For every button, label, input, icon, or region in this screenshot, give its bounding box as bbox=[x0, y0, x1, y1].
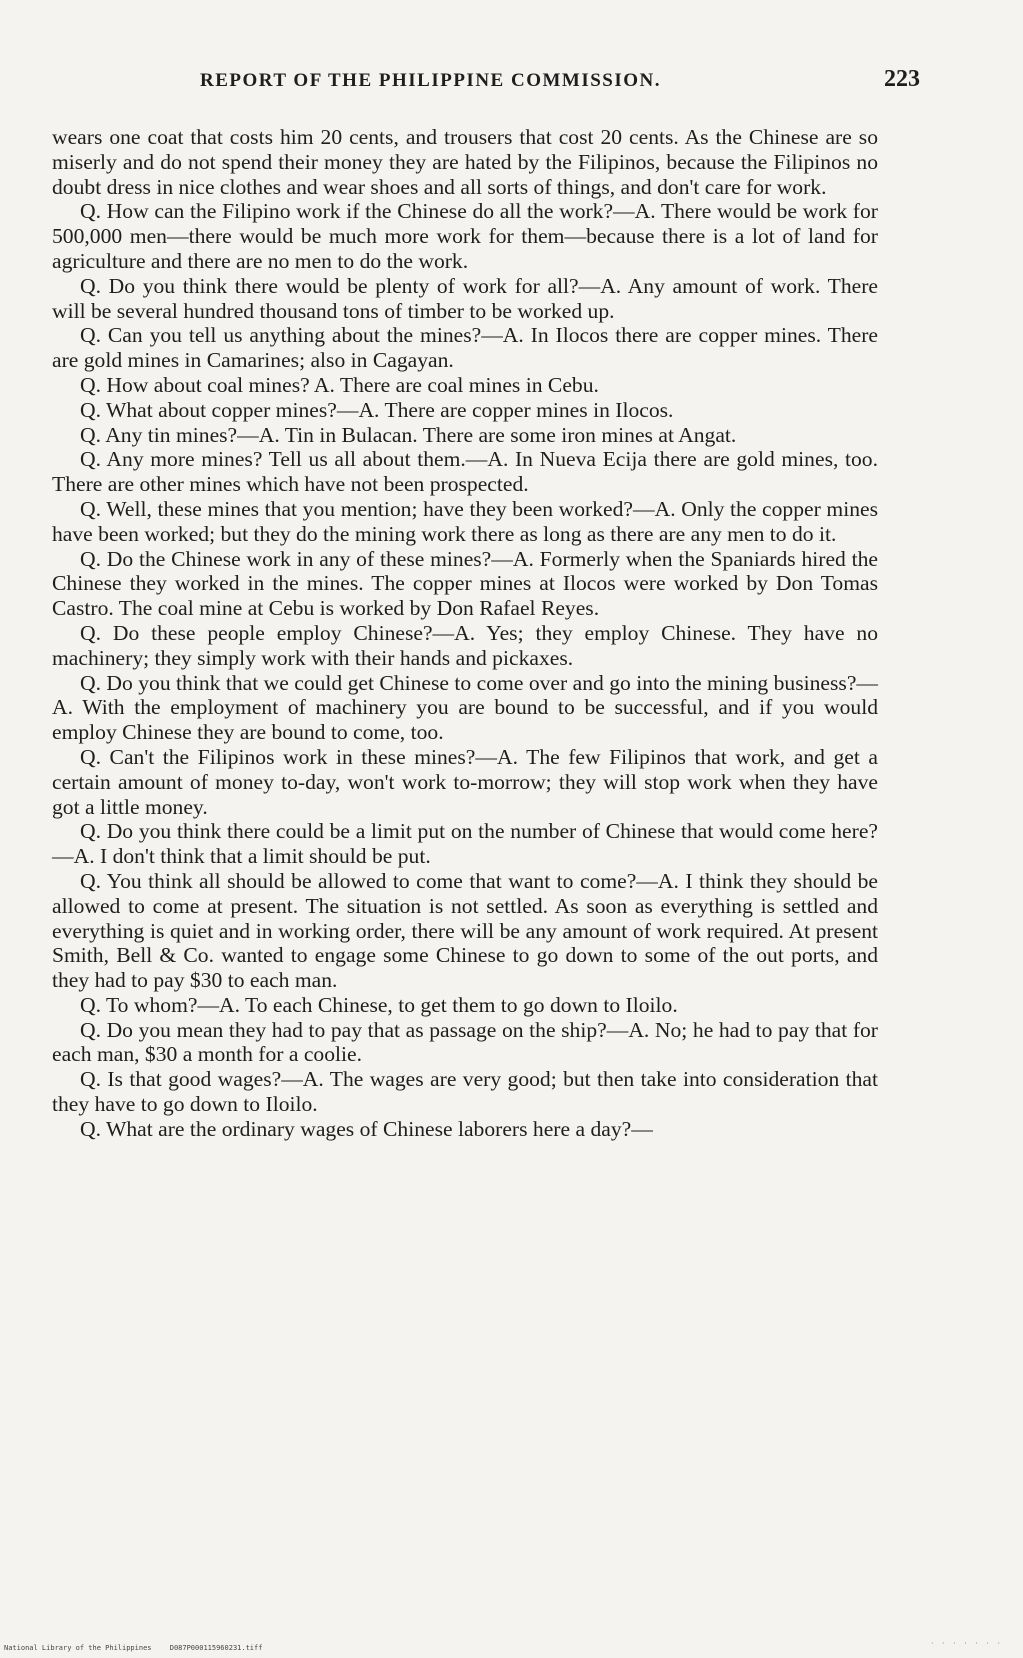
paragraph: Q. Can't the Filipinos work in these mines?—A. The few Filipinos that work, and get a certain amount of money to-day, won't work to-morrow; they will stop work when they have got a little money. bbox=[52, 744, 878, 819]
file-name: D087P000115960231.tiff bbox=[169, 1644, 263, 1652]
scan-specks: · · · · · · · bbox=[930, 1639, 1003, 1648]
body-text bbox=[52, 125, 878, 1142]
paragraph: Q. Any more mines? Tell us all about them.—A. In Nueva Ecija there are gold mines, too. There are other mines which have not been prospected. bbox=[52, 447, 878, 497]
paragraph: Q. How about coal mines? A. There are coal mines in Cebu. bbox=[80, 372, 599, 397]
paragraph: Q. Any tin mines?—A. Tin in Bulacan. There are some iron mines at Angat. bbox=[80, 422, 737, 447]
paragraph: Q. Do you think that we could get Chinese to come over and go into the mining business?—A. With the employment of machinery you are bound to be successful, and if you would employ Chinese they are bound to come, too. bbox=[52, 670, 878, 745]
paragraph: Q. Do you think there could be a limit put on the number of Chinese that would come here?—A. I don't think that a limit should be put. bbox=[52, 819, 878, 869]
paragraph: Q. Can you tell us anything about the mines?—A. In Ilocos there are copper mines. There are gold mines in Camarines; also in Cagayan. bbox=[52, 323, 878, 373]
paragraph: Q. Do you think there would be plenty of work for all?—A. Any amount of work. There will be several hundred thousand tons of timber to be worked up. bbox=[52, 273, 878, 323]
paragraph: Q. You think all should be allowed to come that want to come?—A. I think they should be allowed to come at present. The situation is not settled. As soon as everything is settled and everything is quiet and in working order, there will be any amount of work required. At present Smith, Bell & Co. wanted to engage some Chinese to go down to some of the out ports, and they had to pay $30 to each man. bbox=[52, 868, 878, 993]
library-credit: National Library of the Philippines bbox=[4, 1644, 152, 1652]
paragraph: Q. Do these people employ Chinese?—A. Yes; they employ Chinese. They have no machinery; they simply work with their hands and pickaxes. bbox=[52, 620, 878, 670]
paragraph: Q. What are the ordinary wages of Chinese laborers here a day?— bbox=[80, 1116, 653, 1141]
paragraph: Q. To whom?—A. To each Chinese, to get them to go down to Iloilo. bbox=[80, 992, 678, 1017]
paragraph: Q. Do the Chinese work in any of these mines?—A. Formerly when the Spaniards hired the Chinese they worked in the mines. The copper mines at Ilocos were worked by Don Tomas Castro. The coal mine at Cebu is worked by Don Rafael Reyes. bbox=[52, 546, 878, 621]
scan-footer bbox=[4, 1644, 262, 1652]
paragraph: wears one coat that costs him 20 cents, and trousers that cost 20 cents. As the Chinese are so miserly and do not spend their money they are hated by the Filipinos, because the Filipinos no doubt dress in nice clothes and wear shoes and all sorts of things, and don't care for work. bbox=[52, 125, 878, 199]
running-title: REPORT OF THE PHILIPPINE COMMISSION. bbox=[200, 70, 662, 91]
paragraph: Q. Well, these mines that you mention; have they been worked?—A. Only the copper mines have been worked; but they do the mining work there as long as there are any men to do it. bbox=[52, 496, 878, 546]
paragraph: Q. How can the Filipino work if the Chinese do all the work?—A. There would be work for 500,000 men—there would be much more work for them—because there is a lot of land for agriculture and there are no men to do the work. bbox=[52, 199, 878, 273]
paragraph: Q. Do you mean they had to pay that as passage on the ship?—A. No; he had to pay that for each man, $30 a month for a coolie. bbox=[52, 1017, 878, 1067]
page-number: 223 bbox=[884, 66, 920, 92]
paragraph: Q. What about copper mines?—A. There are copper mines in Ilocos. bbox=[80, 397, 674, 422]
paragraph: Q. Is that good wages?—A. The wages are very good; but then take into consideration that they have to go down to Iloilo. bbox=[52, 1067, 878, 1117]
